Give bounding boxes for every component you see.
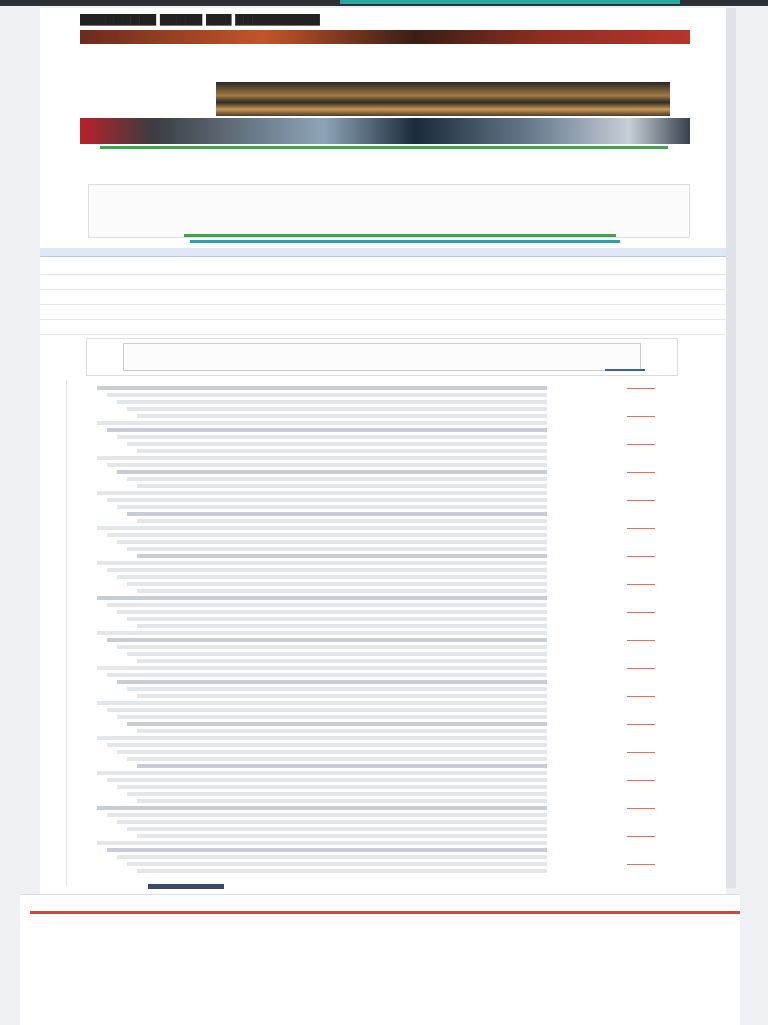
comment-line	[107, 603, 547, 607]
breadcrumb-strip	[40, 248, 726, 257]
comment-line	[117, 820, 547, 824]
comment-line	[137, 554, 547, 558]
thread-link[interactable]	[40, 275, 726, 290]
comment-line	[107, 393, 547, 397]
info-box-column-left	[99, 197, 385, 229]
comment-line	[107, 743, 547, 747]
comment-line	[117, 575, 547, 579]
comment-vote-marker[interactable]	[627, 640, 655, 641]
comment-line	[127, 792, 547, 796]
comment-line	[97, 386, 547, 390]
reply-box	[86, 338, 678, 376]
comment-vote-marker[interactable]	[627, 556, 655, 557]
comment-line	[127, 687, 547, 691]
comment-line	[107, 533, 547, 537]
comment-vote-marker[interactable]	[627, 612, 655, 613]
comment-line	[117, 435, 547, 439]
comment-line	[127, 407, 547, 411]
comment-line	[97, 841, 547, 845]
comment-line	[97, 596, 547, 600]
comment-line	[127, 652, 547, 656]
comment-line	[127, 757, 547, 761]
comment-line	[127, 477, 547, 481]
thread-link[interactable]	[40, 320, 726, 335]
subscribe-bar[interactable]	[190, 240, 620, 243]
comment-vote-marker[interactable]	[627, 500, 655, 501]
comment-vote-marker[interactable]	[627, 472, 655, 473]
scrollbar-track[interactable]	[726, 8, 736, 888]
comment-line	[117, 610, 547, 614]
footer-divider	[30, 911, 740, 914]
comment-line	[107, 638, 547, 642]
comment-line	[107, 428, 547, 432]
article-paragraph	[80, 47, 690, 85]
top-bar-accent	[340, 0, 680, 4]
comment-line	[107, 848, 547, 852]
article-headline[interactable]: █████████ █████ ███ ██████████	[80, 14, 320, 26]
reply-submit-button[interactable]	[605, 369, 645, 371]
comment-line	[117, 855, 547, 859]
thread-link[interactable]	[40, 305, 726, 320]
thread-link[interactable]	[40, 290, 726, 305]
page-current[interactable]	[148, 884, 224, 889]
comment-line	[107, 813, 547, 817]
comment-line	[137, 694, 547, 698]
action-bars	[180, 234, 620, 243]
comment-line	[117, 540, 547, 544]
comment-line	[97, 456, 547, 460]
pagination	[148, 884, 578, 890]
related-threads	[40, 260, 726, 335]
section-divider	[100, 146, 668, 149]
comment-line	[137, 519, 547, 523]
comment-line	[117, 505, 547, 509]
article-photo-panorama[interactable]	[80, 118, 690, 144]
comment-line	[137, 764, 547, 768]
comment-vote-marker[interactable]	[627, 836, 655, 837]
comment-line	[117, 715, 547, 719]
comment-line	[117, 680, 547, 684]
comment-vote-marker[interactable]	[627, 528, 655, 529]
comment-line	[117, 785, 547, 789]
comment-line	[97, 736, 547, 740]
comment-line	[97, 491, 547, 495]
comment-vote-marker[interactable]	[627, 696, 655, 697]
comment-line	[117, 400, 547, 404]
article-banner-image	[80, 30, 690, 44]
comment-vote-marker[interactable]	[627, 584, 655, 585]
comment-line	[117, 750, 547, 754]
comment-vote-marker[interactable]	[627, 668, 655, 669]
comment-thread	[66, 380, 699, 886]
comment-line	[137, 449, 547, 453]
comment-line	[97, 561, 547, 565]
thread-link[interactable]	[40, 260, 726, 275]
comment-line	[127, 512, 547, 516]
comment-line	[97, 421, 547, 425]
comment-line	[137, 834, 547, 838]
comment-line	[127, 722, 547, 726]
share-bar[interactable]	[184, 234, 616, 237]
comment-line	[97, 631, 547, 635]
comment-line	[137, 484, 547, 488]
comment-line	[127, 827, 547, 831]
comment-vote-marker[interactable]	[627, 388, 655, 389]
comment-line	[137, 589, 547, 593]
comment-line	[137, 799, 547, 803]
comment-line	[117, 645, 547, 649]
comment-line	[97, 771, 547, 775]
comment-line	[127, 862, 547, 866]
comment-vote-marker[interactable]	[627, 752, 655, 753]
comment-line	[127, 442, 547, 446]
comment-vote-marker[interactable]	[627, 444, 655, 445]
info-box	[88, 184, 690, 238]
comment-line	[97, 526, 547, 530]
footer	[20, 894, 740, 1025]
comment-vote-marker[interactable]	[627, 724, 655, 725]
comment-line	[137, 659, 547, 663]
comment-line	[137, 414, 547, 418]
comment-line	[107, 778, 547, 782]
comment-line	[107, 498, 547, 502]
comment-line	[107, 673, 547, 677]
comment-line	[127, 547, 547, 551]
comment-line	[97, 666, 547, 670]
comment-line	[107, 708, 547, 712]
comment-line	[107, 568, 547, 572]
comment-line	[137, 624, 547, 628]
article-photo-wide[interactable]	[216, 82, 670, 116]
comment-line	[97, 701, 547, 705]
article	[80, 14, 690, 85]
comment-line	[97, 806, 547, 810]
reply-input[interactable]	[123, 343, 641, 371]
comment-vote-marker[interactable]	[627, 808, 655, 809]
comment-line	[137, 869, 547, 873]
comment-line	[107, 463, 547, 467]
article-paragraph-2	[80, 154, 680, 180]
comment-line	[137, 729, 547, 733]
comment-line	[127, 617, 547, 621]
comment-vote-marker[interactable]	[627, 864, 655, 865]
top-bar	[0, 0, 768, 6]
info-box-link[interactable]	[89, 185, 689, 195]
comment-vote-marker[interactable]	[627, 780, 655, 781]
comment-line	[127, 582, 547, 586]
reply-placeholder	[124, 344, 640, 348]
info-box-column-right	[393, 197, 679, 229]
comment-vote-marker[interactable]	[627, 416, 655, 417]
comment-line	[117, 470, 547, 474]
